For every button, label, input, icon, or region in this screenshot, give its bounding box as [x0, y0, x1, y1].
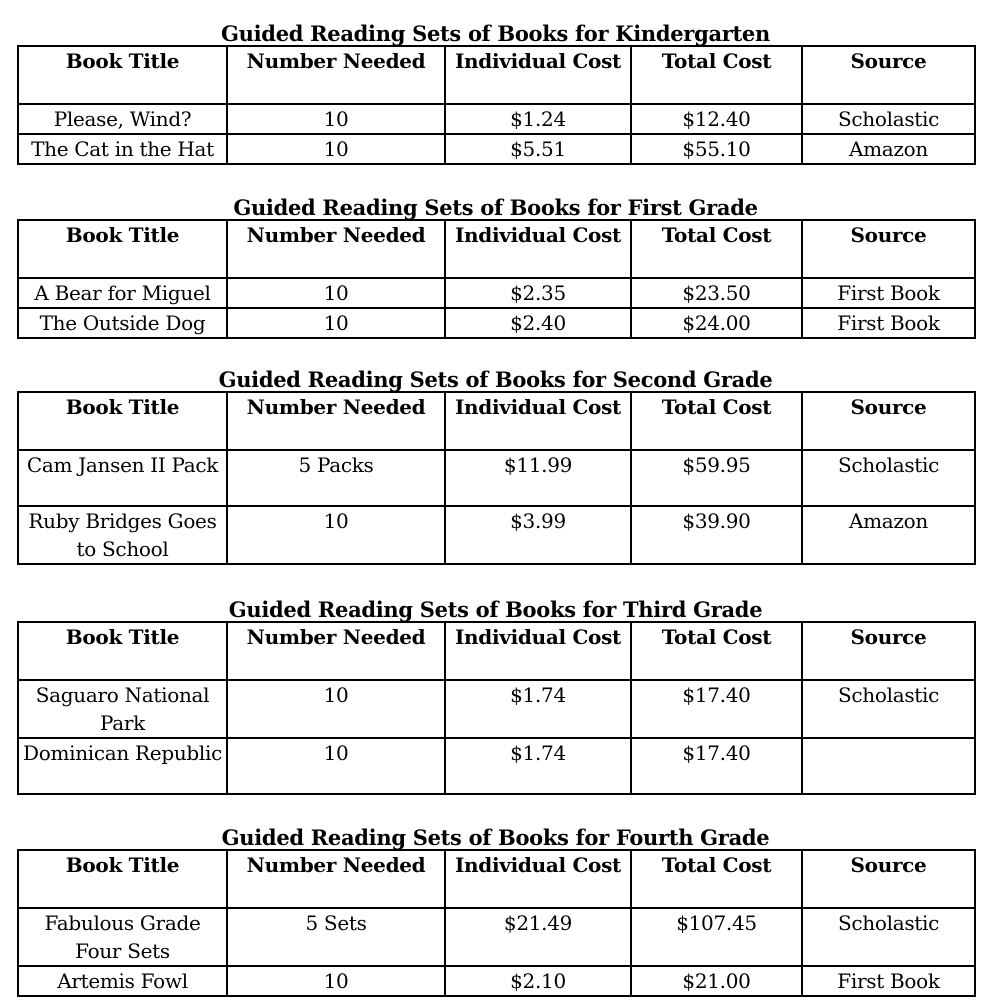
- header-source: Source: [802, 850, 975, 908]
- table-row: [18, 738, 975, 794]
- header-row: [18, 622, 975, 680]
- header-individual-cost: Individual Cost: [445, 850, 631, 908]
- cell-number-needed: 10: [227, 134, 445, 164]
- header-source: Source: [802, 220, 975, 278]
- cell-source: First Book: [802, 278, 975, 308]
- cell-source: Scholastic: [802, 680, 975, 738]
- table-row: [18, 308, 975, 338]
- cell-total-cost: $59.95: [631, 450, 802, 506]
- cell-number-needed: 10: [227, 278, 445, 308]
- table-row: [18, 506, 975, 564]
- cell-source: [802, 738, 975, 794]
- header-book-title: Book Title: [18, 46, 227, 104]
- cell-book-title: A Bear for Miguel: [18, 278, 227, 308]
- header-book-title: Book Title: [18, 392, 227, 450]
- cell-number-needed: 10: [227, 104, 445, 134]
- cell-book-title: Cam Jansen II Pack: [18, 450, 227, 506]
- cell-number-needed: 10: [227, 680, 445, 738]
- header-total-cost: Total Cost: [631, 622, 802, 680]
- cell-book-title: Ruby Bridges Goes to School: [18, 506, 227, 564]
- cell-number-needed: 10: [227, 506, 445, 564]
- header-total-cost: Total Cost: [631, 392, 802, 450]
- header-source: Source: [802, 46, 975, 104]
- cell-individual-cost: $1.74: [445, 738, 631, 794]
- table-caption: Guided Reading Sets of Books for Third Grade: [228, 597, 763, 622]
- header-book-title: Book Title: [18, 850, 227, 908]
- table-row: [18, 134, 975, 164]
- book-table: [17, 45, 976, 165]
- header-total-cost: Total Cost: [631, 850, 802, 908]
- cell-book-title: The Outside Dog: [18, 308, 227, 338]
- header-source: Source: [802, 392, 975, 450]
- cell-number-needed: 5 Sets: [227, 908, 445, 966]
- cell-individual-cost: $3.99: [445, 506, 631, 564]
- cell-source: Amazon: [802, 134, 975, 164]
- header-individual-cost: Individual Cost: [445, 46, 631, 104]
- header-row: [18, 850, 975, 908]
- cell-source: Amazon: [802, 506, 975, 564]
- cell-number-needed: 10: [227, 308, 445, 338]
- table-row: [18, 104, 975, 134]
- table-section-kindergarten: [17, 21, 974, 165]
- table-row: [18, 908, 975, 966]
- table-row: [18, 450, 975, 506]
- cell-number-needed: 10: [227, 738, 445, 794]
- book-table: [17, 621, 976, 795]
- cell-total-cost: $17.40: [631, 680, 802, 738]
- cell-total-cost: $21.00: [631, 966, 802, 996]
- table-caption: Guided Reading Sets of Books for First Grade: [233, 195, 758, 220]
- cell-total-cost: $23.50: [631, 278, 802, 308]
- header-row: [18, 392, 975, 450]
- book-table: [17, 849, 976, 997]
- table-caption: Guided Reading Sets of Books for Fourth Grade: [221, 825, 770, 850]
- cell-total-cost: $12.40: [631, 104, 802, 134]
- header-number-needed: Number Needed: [227, 392, 445, 450]
- cell-source: Scholastic: [802, 450, 975, 506]
- header-number-needed: Number Needed: [227, 622, 445, 680]
- table-caption: Guided Reading Sets of Books for Kindergarten: [221, 21, 770, 46]
- cell-individual-cost: $1.24: [445, 104, 631, 134]
- cell-individual-cost: $21.49: [445, 908, 631, 966]
- header-number-needed: Number Needed: [227, 850, 445, 908]
- cell-book-title: Artemis Fowl: [18, 966, 227, 996]
- cell-number-needed: 10: [227, 966, 445, 996]
- table-section-first-grade: [17, 195, 974, 339]
- cell-total-cost: $17.40: [631, 738, 802, 794]
- header-source: Source: [802, 622, 975, 680]
- header-row: [18, 46, 975, 104]
- cell-individual-cost: $2.40: [445, 308, 631, 338]
- cell-total-cost: $24.00: [631, 308, 802, 338]
- table-caption: Guided Reading Sets of Books for Second Grade: [218, 367, 773, 392]
- book-table: [17, 219, 976, 339]
- header-number-needed: Number Needed: [227, 220, 445, 278]
- table-row: [18, 966, 975, 996]
- cell-total-cost: $55.10: [631, 134, 802, 164]
- cell-number-needed: 5 Packs: [227, 450, 445, 506]
- header-individual-cost: Individual Cost: [445, 392, 631, 450]
- cell-book-title: Saguaro National Park: [18, 680, 227, 738]
- header-total-cost: Total Cost: [631, 220, 802, 278]
- header-individual-cost: Individual Cost: [445, 220, 631, 278]
- cell-source: First Book: [802, 308, 975, 338]
- header-book-title: Book Title: [18, 220, 227, 278]
- table-section-fourth-grade: [17, 825, 974, 997]
- table-section-third-grade: [17, 597, 974, 795]
- cell-individual-cost: $2.10: [445, 966, 631, 996]
- book-table: [17, 391, 976, 565]
- cell-source: First Book: [802, 966, 975, 996]
- cell-individual-cost: $5.51: [445, 134, 631, 164]
- cell-book-title: Dominican Republic: [18, 738, 227, 794]
- header-row: [18, 220, 975, 278]
- table-section-second-grade: [17, 367, 974, 565]
- cell-source: Scholastic: [802, 908, 975, 966]
- cell-book-title: Fabulous Grade Four Sets: [18, 908, 227, 966]
- table-row: [18, 278, 975, 308]
- cell-individual-cost: $2.35: [445, 278, 631, 308]
- header-individual-cost: Individual Cost: [445, 622, 631, 680]
- table-row: [18, 680, 975, 738]
- cell-individual-cost: $11.99: [445, 450, 631, 506]
- header-book-title: Book Title: [18, 622, 227, 680]
- header-total-cost: Total Cost: [631, 46, 802, 104]
- cell-total-cost: $107.45: [631, 908, 802, 966]
- cell-individual-cost: $1.74: [445, 680, 631, 738]
- header-number-needed: Number Needed: [227, 46, 445, 104]
- cell-source: Scholastic: [802, 104, 975, 134]
- cell-book-title: The Cat in the Hat: [18, 134, 227, 164]
- cell-book-title: Please, Wind?: [18, 104, 227, 134]
- cell-total-cost: $39.90: [631, 506, 802, 564]
